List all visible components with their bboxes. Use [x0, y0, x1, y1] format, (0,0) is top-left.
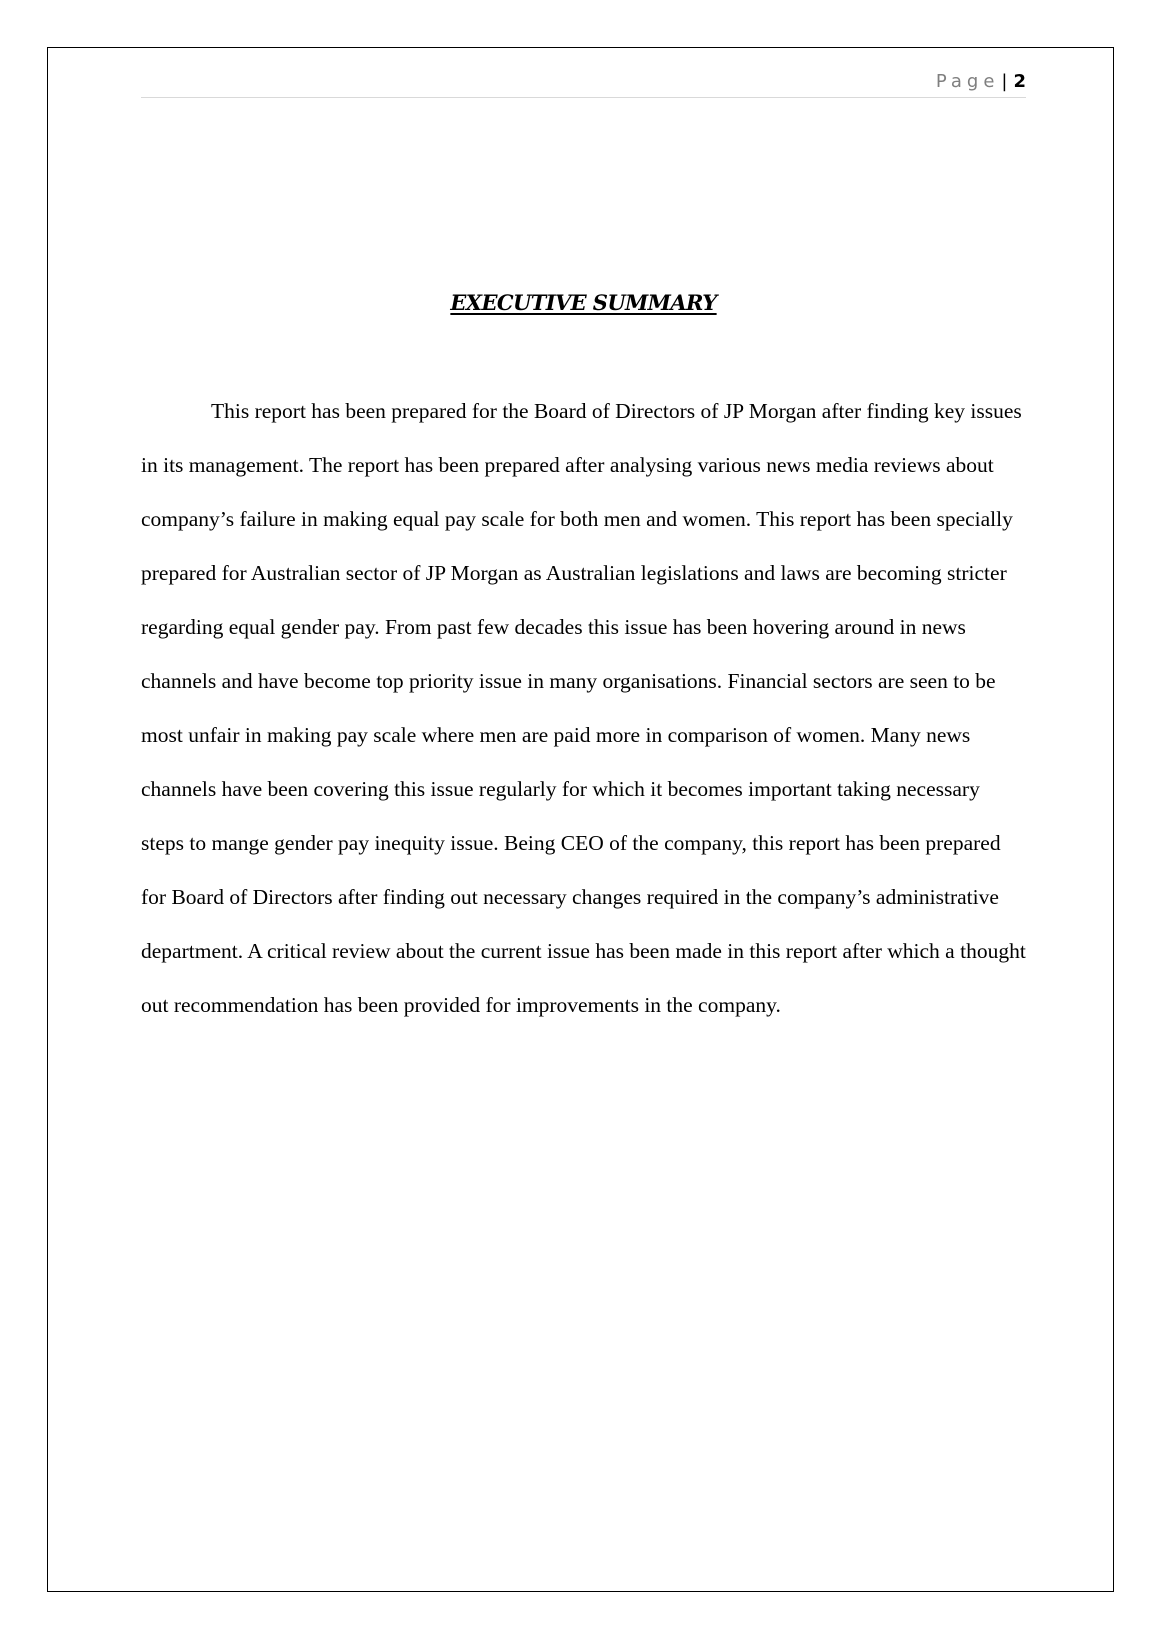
page-separator: |: [1001, 71, 1008, 92]
summary-paragraph: This report has been prepared for the Board of Directors of JP Morgan after finding key issues in its management. The report has been prepared after analysing various news media reviews about company’s failure in making equal pay scale for both men and women. This report has been specially prepared for Australian sector of JP Morgan as Australian legislations and laws are becoming stricter regarding equal gender pay. From past few decades this issue has been hovering around in news channels and have become top priority issue in many organisations. Financial sectors are seen to be most unfair in making pay scale where men are paid more in comparison of women. Many news channels have been covering this issue regularly for which it becomes important taking necessary steps to mange gender pay inequity issue. Being CEO of the company, this report has been prepared for Board of Directors after finding out necessary changes required in the company’s administrative department. A critical review about the current issue has been made in this report after which a thought out recommendation has been provided for improvements in the company.: [141, 399, 1026, 1017]
section-title: EXECUTIVE SUMMARY: [450, 290, 717, 315]
page-number: 2: [1013, 71, 1026, 92]
page-label: Page: [935, 71, 1000, 92]
page-header: [141, 64, 1026, 98]
